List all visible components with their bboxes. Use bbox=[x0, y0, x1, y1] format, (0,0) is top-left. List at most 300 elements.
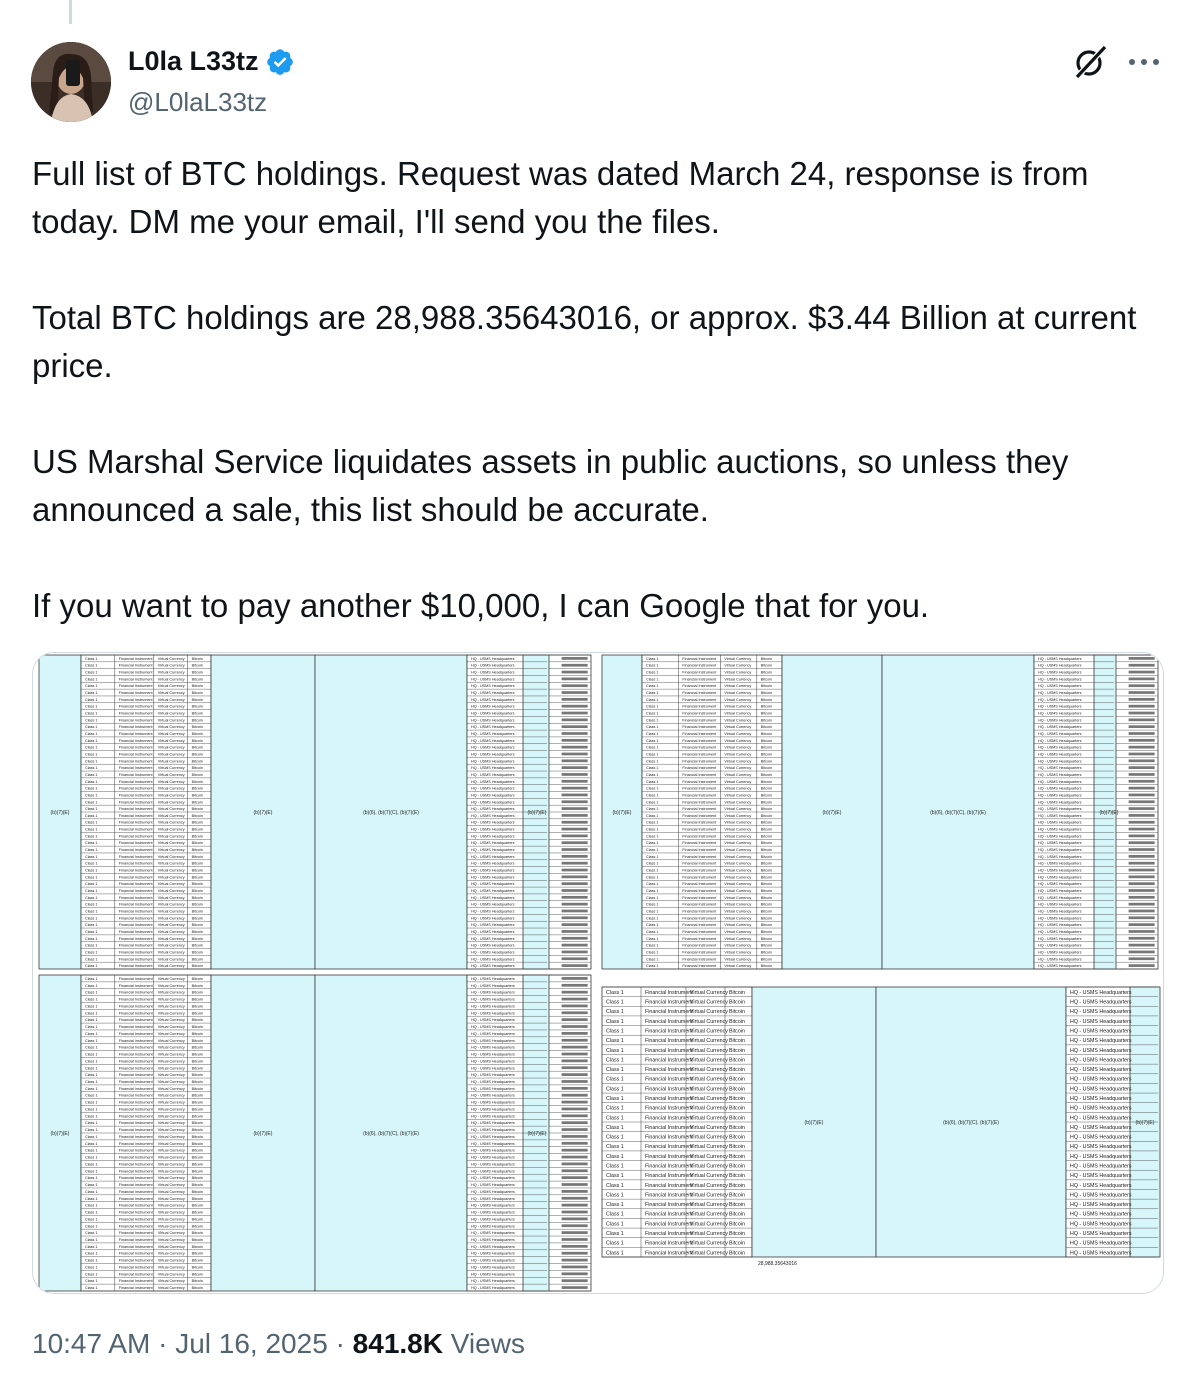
table-cell-text: HQ - USMS Headquarters bbox=[471, 1100, 515, 1105]
table-cell-text: Class 1 bbox=[606, 1105, 624, 1112]
table-cell-text: Financial Instrument bbox=[118, 1059, 153, 1064]
table-cell-text: Virtual Currency bbox=[157, 732, 185, 737]
table-cell-text: Class 1 bbox=[646, 827, 659, 832]
table-cell-text: Financial Instrument bbox=[118, 1162, 153, 1167]
table-cell-text: Financial Instrument bbox=[118, 990, 153, 995]
table-cell-text: Financial Instrument bbox=[682, 677, 717, 682]
table-cell-text: Bitcoin bbox=[760, 759, 773, 764]
table-cell-text: Financial Instrument bbox=[682, 841, 717, 846]
table-cell-text: Class 1 bbox=[606, 999, 624, 1006]
table-cell-text: Financial Instrument bbox=[118, 1224, 153, 1229]
table-cell-text: Financial Instrument bbox=[682, 691, 717, 696]
table-cell-text: Class 1 bbox=[646, 697, 659, 702]
table-cell-text: HQ - USMS Headquarters bbox=[471, 663, 515, 668]
table-cell-text: Class 1 bbox=[646, 834, 659, 839]
table-cell-text: Virtual Currency bbox=[690, 1096, 728, 1103]
table-cell-text: HQ - USMS Headquarters bbox=[471, 718, 515, 723]
table-cell-text: Bitcoin bbox=[729, 1192, 745, 1199]
table-cell-text: Bitcoin bbox=[760, 895, 773, 900]
table-cell-text: Class 1 bbox=[85, 916, 98, 921]
table-cell-text: HQ - USMS Headquarters bbox=[1070, 1134, 1132, 1141]
table-cell-text: Class 1 bbox=[646, 663, 659, 668]
table-cell-text: Financial Instrument bbox=[682, 745, 717, 750]
table-cell-text: Financial Instrument bbox=[118, 997, 153, 1002]
table-cell-text: Virtual Currency bbox=[157, 1155, 185, 1160]
table-cell-text: Financial Instrument bbox=[645, 1153, 693, 1160]
table-cell-text: Bitcoin bbox=[760, 964, 773, 969]
table-cell-text: Bitcoin bbox=[191, 1210, 203, 1215]
table-cell-text: Bitcoin bbox=[191, 964, 203, 969]
table-cell-text: Class 1 bbox=[85, 827, 98, 832]
table-cell-text: HQ - USMS Headquarters bbox=[471, 1169, 515, 1174]
table-cell-text: Class 1 bbox=[85, 882, 98, 887]
table-cell-text: Financial Instrument bbox=[118, 800, 153, 805]
table-cell-text: HQ - USMS Headquarters bbox=[471, 902, 515, 907]
table-cell-text: Financial Instrument bbox=[645, 1202, 693, 1209]
table-cell-text: Bitcoin bbox=[191, 1052, 203, 1057]
table-cell-text: Class 1 bbox=[646, 848, 659, 853]
table-cell-text: Class 1 bbox=[606, 989, 624, 996]
table-cell-text: Financial Instrument bbox=[118, 1217, 153, 1222]
table-cell-text: Class 1 bbox=[606, 1182, 624, 1189]
table-cell-text: Virtual Currency bbox=[157, 1141, 185, 1146]
table-cell-text: Financial Instrument bbox=[645, 1192, 693, 1199]
table-cell-text: Financial Instrument bbox=[118, 976, 153, 981]
table-cell-text: HQ - USMS Headquarters bbox=[1038, 929, 1082, 934]
table-cell-text: Bitcoin bbox=[191, 1272, 203, 1277]
table-cell-text: Virtual Currency bbox=[724, 684, 752, 689]
table-cell-text: HQ - USMS Headquarters bbox=[471, 1031, 515, 1036]
table-cell-text: HQ - USMS Headquarters bbox=[1038, 684, 1082, 689]
table-cell-text: Financial Instrument bbox=[118, 848, 153, 853]
table-cell-text: Class 1 bbox=[85, 1279, 98, 1284]
table-cell-text: Virtual Currency bbox=[690, 1115, 728, 1122]
table-cell-text: Bitcoin bbox=[760, 752, 773, 757]
table-cell-text: Virtual Currency bbox=[157, 1162, 185, 1167]
media-image-4[interactable] bbox=[600, 973, 1163, 1293]
table-cell-text: Class 1 bbox=[85, 711, 98, 716]
table-cell-text: HQ - USMS Headquarters bbox=[1038, 841, 1082, 846]
table-cell-text: (b)(7)(E) bbox=[527, 1131, 547, 1137]
table-cell-text: Financial Instrument bbox=[118, 1045, 153, 1050]
table-cell-text: Financial Instrument bbox=[118, 1210, 153, 1215]
table-cell-text: Bitcoin bbox=[729, 1115, 745, 1122]
table-cell-text: Class 1 bbox=[85, 691, 98, 696]
table-cell-text: Class 1 bbox=[646, 752, 659, 757]
table-cell-text: Class 1 bbox=[646, 895, 659, 900]
table-cell-text: Bitcoin bbox=[191, 670, 203, 675]
thread-connector-line bbox=[69, 0, 72, 24]
table-cell-text: Bitcoin bbox=[191, 1031, 203, 1036]
media-image-2[interactable] bbox=[600, 653, 1163, 971]
table-cell-text: Financial Instrument bbox=[645, 1105, 693, 1112]
table-cell-text: HQ - USMS Headquarters bbox=[471, 1134, 515, 1139]
table-cell-text: Financial Instrument bbox=[118, 759, 153, 764]
table-cell-text: Financial Instrument bbox=[118, 1196, 153, 1201]
table-cell-text: Financial Instrument bbox=[118, 875, 153, 880]
table-cell-text: HQ - USMS Headquarters bbox=[471, 957, 515, 962]
table-cell-text: Virtual Currency bbox=[724, 820, 752, 825]
table-cell-text: Virtual Currency bbox=[690, 1163, 728, 1170]
table-cell-text: Bitcoin bbox=[760, 916, 773, 921]
table-cell-text: Class 1 bbox=[85, 793, 98, 798]
table-cell-text: Virtual Currency bbox=[157, 854, 185, 859]
table-cell-text: Bitcoin bbox=[191, 854, 203, 859]
table-cell-text: Bitcoin bbox=[729, 1182, 745, 1189]
table-cell-text: Class 1 bbox=[606, 1124, 624, 1131]
table-cell-text: Virtual Currency bbox=[157, 990, 185, 995]
table-cell-text: Class 1 bbox=[646, 964, 659, 969]
table-cell-text: Bitcoin bbox=[191, 861, 203, 866]
table-cell-text: Class 1 bbox=[85, 1176, 98, 1181]
table-cell-text: Bitcoin bbox=[729, 1018, 745, 1025]
table-cell-text: HQ - USMS Headquarters bbox=[471, 1183, 515, 1188]
table-cell-text: Bitcoin bbox=[760, 711, 773, 716]
table-cell-text: Class 1 bbox=[85, 718, 98, 723]
table-cell-text: Bitcoin bbox=[191, 691, 203, 696]
table-cell-text: HQ - USMS Headquarters bbox=[471, 1210, 515, 1215]
table-cell-text: Bitcoin bbox=[191, 684, 203, 689]
table-cell-text: Virtual Currency bbox=[157, 1189, 185, 1194]
table-cell-text: HQ - USMS Headquarters bbox=[1038, 793, 1082, 798]
table-cell-text: Virtual Currency bbox=[690, 1211, 728, 1218]
table-cell-text: (b)(7)(E) bbox=[50, 1131, 70, 1137]
table-cell-text: Class 1 bbox=[85, 663, 98, 668]
table-cell-text: Virtual Currency bbox=[157, 1265, 185, 1270]
table-cell-text: Class 1 bbox=[646, 779, 659, 784]
table-cell-text: Virtual Currency bbox=[157, 895, 185, 900]
table-cell-text: Class 1 bbox=[85, 964, 98, 969]
table-cell-text: HQ - USMS Headquarters bbox=[471, 1011, 515, 1016]
tweet-time[interactable]: 10:47 AM bbox=[32, 1328, 151, 1359]
table-cell-text: Financial Instrument bbox=[682, 957, 717, 962]
table-cell-text: Class 1 bbox=[85, 875, 98, 880]
table-cell-text: Class 1 bbox=[85, 1031, 98, 1036]
author-display-name[interactable]: L0la L33tz bbox=[128, 46, 259, 76]
table-cell-text: Class 1 bbox=[646, 691, 659, 696]
table-cell-text: Class 1 bbox=[646, 923, 659, 928]
table-cell-text: HQ - USMS Headquarters bbox=[1070, 1173, 1132, 1180]
table-cell-text: Class 1 bbox=[85, 957, 98, 962]
table-cell-text: Virtual Currency bbox=[690, 1047, 728, 1054]
table-cell-text: Bitcoin bbox=[191, 936, 203, 941]
table-cell-text: Virtual Currency bbox=[157, 1079, 185, 1084]
table-cell-text: HQ - USMS Headquarters bbox=[1070, 1009, 1132, 1016]
table-cell-text: Bitcoin bbox=[191, 1121, 203, 1126]
table-cell-text: Class 1 bbox=[606, 1067, 624, 1074]
table-cell-text: Bitcoin bbox=[191, 950, 203, 955]
table-cell-text: Financial Instrument bbox=[118, 684, 153, 689]
table-cell-text: HQ - USMS Headquarters bbox=[1038, 868, 1082, 873]
table-cell-text: Financial Instrument bbox=[118, 1100, 153, 1105]
table-cell-text: HQ - USMS Headquarters bbox=[471, 1004, 515, 1009]
table-cell-text: HQ - USMS Headquarters bbox=[471, 990, 515, 995]
table-cell-text: HQ - USMS Headquarters bbox=[471, 895, 515, 900]
table-cell-text: Bitcoin bbox=[760, 670, 773, 675]
table-cell-text: Class 1 bbox=[606, 1018, 624, 1025]
table-cell-text: Financial Instrument bbox=[682, 725, 717, 730]
table-cell-text: Bitcoin bbox=[760, 779, 773, 784]
table-cell-text: HQ - USMS Headquarters bbox=[471, 1018, 515, 1023]
table-cell-text: HQ - USMS Headquarters bbox=[1038, 691, 1082, 696]
table-cell-text: Class 1 bbox=[85, 656, 98, 661]
table-cell-text: Virtual Currency bbox=[157, 725, 185, 730]
table-cell-text: Virtual Currency bbox=[724, 909, 752, 914]
table-cell-text: Class 1 bbox=[85, 786, 98, 791]
table-cell-text: Virtual Currency bbox=[724, 854, 752, 859]
table-cell-text: Class 1 bbox=[646, 875, 659, 880]
table-cell-text: Virtual Currency bbox=[157, 684, 185, 689]
table-cell-text: Class 1 bbox=[85, 943, 98, 948]
table-cell-text: Virtual Currency bbox=[157, 793, 185, 798]
table-cell-text: HQ - USMS Headquarters bbox=[1070, 1028, 1132, 1035]
table-cell-text: Bitcoin bbox=[191, 848, 203, 853]
table-cell-text: Bitcoin bbox=[760, 909, 773, 914]
table-cell-text: Class 1 bbox=[646, 786, 659, 791]
table-cell-text: Bitcoin bbox=[191, 725, 203, 730]
table-cell-text: Virtual Currency bbox=[690, 1144, 728, 1151]
media-image-1[interactable] bbox=[33, 653, 598, 971]
table-cell-text: Financial Instrument bbox=[682, 772, 717, 777]
table-cell-text: Class 1 bbox=[85, 1286, 98, 1291]
table-cell-text: Bitcoin bbox=[191, 895, 203, 900]
table-cell-text: Class 1 bbox=[606, 1192, 624, 1199]
table-cell-text: Financial Instrument bbox=[645, 1086, 693, 1093]
table-cell-text: Class 1 bbox=[85, 820, 98, 825]
table-cell-text: HQ - USMS Headquarters bbox=[471, 1244, 515, 1249]
table-cell-text: Bitcoin bbox=[760, 861, 773, 866]
table-cell-text: Bitcoin bbox=[191, 820, 203, 825]
table-cell-text: Class 1 bbox=[646, 704, 659, 709]
table-cell-text: Virtual Currency bbox=[724, 834, 752, 839]
tweet-paragraph: Full list of BTC holdings. Request was dated March 24, response is from today. DM me your email, I'll send you the files. bbox=[32, 155, 1098, 240]
table-cell-text: HQ - USMS Headquarters bbox=[1038, 943, 1082, 948]
table-cell-text: Financial Instrument bbox=[118, 1134, 153, 1139]
table-cell-text: HQ - USMS Headquarters bbox=[1070, 1163, 1132, 1170]
table-cell-text: Virtual Currency bbox=[724, 813, 752, 818]
table-cell-text: Financial Instrument bbox=[118, 1052, 153, 1057]
table-cell-text: Financial Instrument bbox=[118, 1265, 153, 1270]
table-cell-text: HQ - USMS Headquarters bbox=[471, 841, 515, 846]
table-cell-text: Class 1 bbox=[85, 1114, 98, 1119]
table-cell-text: Bitcoin bbox=[191, 1093, 203, 1098]
table-cell-text: HQ - USMS Headquarters bbox=[471, 868, 515, 873]
tweet-date[interactable]: Jul 16, 2025 bbox=[175, 1328, 328, 1359]
table-cell-text: Class 1 bbox=[85, 1073, 98, 1078]
table-cell-text: Financial Instrument bbox=[682, 718, 717, 723]
table-cell-text: Class 1 bbox=[85, 841, 98, 846]
table-cell-text: Virtual Currency bbox=[157, 929, 185, 934]
table-cell-text: Class 1 bbox=[646, 656, 659, 661]
table-cell-text: Financial Instrument bbox=[118, 1086, 153, 1091]
table-cell-text: Virtual Currency bbox=[157, 1100, 185, 1105]
table-cell-text: Bitcoin bbox=[191, 929, 203, 934]
table-cell-text: HQ - USMS Headquarters bbox=[1070, 1221, 1132, 1228]
table-cell-text: Virtual Currency bbox=[724, 929, 752, 934]
table-cell-text: HQ - USMS Headquarters bbox=[1070, 1240, 1132, 1247]
table-cell-text: Financial Instrument bbox=[682, 711, 717, 716]
table-cell-text: Financial Instrument bbox=[682, 813, 717, 818]
table-cell-text: HQ - USMS Headquarters bbox=[1038, 848, 1082, 853]
table-cell-text: Financial Instrument bbox=[118, 1121, 153, 1126]
table-cell-text: HQ - USMS Headquarters bbox=[471, 936, 515, 941]
table-cell-text: Financial Instrument bbox=[118, 889, 153, 894]
table-cell-text: HQ - USMS Headquarters bbox=[471, 1066, 515, 1071]
table-cell-text: Class 1 bbox=[606, 1076, 624, 1083]
table-cell-text: Class 1 bbox=[646, 902, 659, 907]
more-icon[interactable] bbox=[1124, 50, 1164, 74]
table-cell-text: Class 1 bbox=[85, 779, 98, 784]
table-cell-text: Class 1 bbox=[85, 670, 98, 675]
table-cell-text: Virtual Currency bbox=[690, 1009, 728, 1016]
table-cell-text: Bitcoin bbox=[760, 841, 773, 846]
table-cell-text: Financial Instrument bbox=[118, 807, 153, 812]
table-cell-text: Bitcoin bbox=[191, 1086, 203, 1091]
table-cell-text: Virtual Currency bbox=[724, 841, 752, 846]
table-cell-text: Financial Instrument bbox=[682, 807, 717, 812]
table-cell-text: Bitcoin bbox=[191, 807, 203, 812]
table-cell-text: Virtual Currency bbox=[724, 670, 752, 675]
table-cell-text: Virtual Currency bbox=[690, 1240, 728, 1247]
table-cell-text: Class 1 bbox=[606, 1211, 624, 1218]
table-cell-text: Bitcoin bbox=[760, 656, 773, 661]
table-cell-text: HQ - USMS Headquarters bbox=[1070, 1096, 1132, 1103]
table-cell-text: Class 1 bbox=[85, 1004, 98, 1009]
table-cell-text: Financial Instrument bbox=[682, 656, 717, 661]
table-cell-text: HQ - USMS Headquarters bbox=[471, 759, 515, 764]
table-cell-text: Virtual Currency bbox=[724, 957, 752, 962]
table-cell-text: Virtual Currency bbox=[157, 827, 185, 832]
table-cell-text: Virtual Currency bbox=[157, 1038, 185, 1043]
table-cell-text: HQ - USMS Headquarters bbox=[471, 827, 515, 832]
table-cell-text: HQ - USMS Headquarters bbox=[471, 997, 515, 1002]
table-cell-text: HQ - USMS Headquarters bbox=[471, 793, 515, 798]
table-cell-text: HQ - USMS Headquarters bbox=[471, 691, 515, 696]
table-cell-text: Bitcoin bbox=[729, 1105, 745, 1112]
avatar[interactable] bbox=[31, 42, 111, 122]
author-handle[interactable]: @L0laL33tz bbox=[128, 87, 268, 117]
table-cell-text: Class 1 bbox=[85, 895, 98, 900]
table-cell-text: HQ - USMS Headquarters bbox=[471, 1189, 515, 1194]
table-cell-text: Class 1 bbox=[85, 1066, 98, 1071]
table-cell-text: Financial Instrument bbox=[118, 711, 153, 716]
table-cell-text: Financial Instrument bbox=[682, 820, 717, 825]
author-name-row[interactable] bbox=[128, 46, 295, 77]
table-cell-text: Financial Instrument bbox=[645, 1173, 693, 1180]
table-cell-text: Bitcoin bbox=[729, 1163, 745, 1170]
table-cell-text: Financial Instrument bbox=[118, 1038, 153, 1043]
table-cell-text: HQ - USMS Headquarters bbox=[1038, 786, 1082, 791]
table-cell-text: Virtual Currency bbox=[724, 732, 752, 737]
table-cell-text: HQ - USMS Headquarters bbox=[1070, 999, 1132, 1006]
table-cell-text: Virtual Currency bbox=[724, 711, 752, 716]
table-cell-text: Class 1 bbox=[85, 772, 98, 777]
table-cell-text: HQ - USMS Headquarters bbox=[471, 1052, 515, 1057]
table-cell-text: Class 1 bbox=[85, 1251, 98, 1256]
table-cell-text: Financial Instrument bbox=[682, 943, 717, 948]
table-cell-text: Class 1 bbox=[646, 957, 659, 962]
table-cell-text: Bitcoin bbox=[760, 718, 773, 723]
table-cell-text: HQ - USMS Headquarters bbox=[471, 1196, 515, 1201]
table-cell-text: Class 1 bbox=[85, 813, 98, 818]
table-cell-text: Bitcoin bbox=[191, 1038, 203, 1043]
table-cell-text: Bitcoin bbox=[191, 1237, 203, 1242]
table-cell-text: HQ - USMS Headquarters bbox=[471, 732, 515, 737]
table-cell-text: HQ - USMS Headquarters bbox=[1038, 670, 1082, 675]
table-cell-text: Bitcoin bbox=[191, 1073, 203, 1078]
table-cell-text: Financial Instrument bbox=[118, 820, 153, 825]
table-cell-text: Financial Instrument bbox=[682, 929, 717, 934]
table-cell-text: Virtual Currency bbox=[690, 1153, 728, 1160]
table-cell-text: Class 1 bbox=[646, 738, 659, 743]
table-cell-text: Virtual Currency bbox=[724, 738, 752, 743]
grok-icon[interactable] bbox=[1072, 44, 1108, 80]
table-cell-text: Bitcoin bbox=[760, 950, 773, 955]
table-cell-text: Financial Instrument bbox=[682, 766, 717, 771]
table-cell-text: Class 1 bbox=[85, 759, 98, 764]
table-cell-text: Financial Instrument bbox=[682, 936, 717, 941]
table-cell-text: HQ - USMS Headquarters bbox=[471, 1093, 515, 1098]
verified-badge-icon[interactable] bbox=[265, 47, 295, 77]
table-cell-text: Financial Instrument bbox=[645, 1018, 693, 1025]
table-cell-text: Virtual Currency bbox=[157, 1148, 185, 1153]
table-cell-text: Class 1 bbox=[85, 983, 98, 988]
table-cell-text: Class 1 bbox=[85, 745, 98, 750]
table-cell-text: Virtual Currency bbox=[157, 983, 185, 988]
table-cell-text: Financial Instrument bbox=[682, 732, 717, 737]
table-cell-text: Class 1 bbox=[85, 752, 98, 757]
table-cell-text: HQ - USMS Headquarters bbox=[471, 656, 515, 661]
table-cell-text: HQ - USMS Headquarters bbox=[471, 1279, 515, 1284]
table-cell-text: Virtual Currency bbox=[157, 807, 185, 812]
table-cell-text: Virtual Currency bbox=[157, 1183, 185, 1188]
table-cell-text: Virtual Currency bbox=[157, 1128, 185, 1133]
table-cell-text: Virtual Currency bbox=[724, 656, 752, 661]
table-cell-text: Virtual Currency bbox=[157, 1272, 185, 1277]
table-cell-text: Class 1 bbox=[85, 800, 98, 805]
table-cell-text: Virtual Currency bbox=[724, 697, 752, 702]
table-cell-text: Virtual Currency bbox=[724, 827, 752, 832]
table-cell-text: Financial Instrument bbox=[118, 1203, 153, 1208]
table-cell-text: Virtual Currency bbox=[690, 1250, 728, 1257]
table-cell-text: HQ - USMS Headquarters bbox=[1038, 711, 1082, 716]
table-cell-text: HQ - USMS Headquarters bbox=[471, 1272, 515, 1277]
table-cell-text: Virtual Currency bbox=[157, 772, 185, 777]
table-cell-text: Virtual Currency bbox=[157, 909, 185, 914]
table-total-text: 28,988.35643016 bbox=[758, 1261, 797, 1267]
table-cell-text: Virtual Currency bbox=[157, 711, 185, 716]
table-cell-text: Class 1 bbox=[85, 1107, 98, 1112]
table-cell-text: Bitcoin bbox=[729, 1009, 745, 1016]
table-cell-text: Virtual Currency bbox=[724, 943, 752, 948]
table-cell-text: Virtual Currency bbox=[157, 1093, 185, 1098]
tweet-text bbox=[32, 150, 1162, 630]
table-cell-text: Bitcoin bbox=[729, 1240, 745, 1247]
table-cell-text: Class 1 bbox=[606, 1057, 624, 1064]
table-cell-text: Class 1 bbox=[85, 1038, 98, 1043]
table-cell-text: Financial Instrument bbox=[645, 1028, 693, 1035]
table-cell-text: Class 1 bbox=[85, 834, 98, 839]
table-cell-text: Virtual Currency bbox=[690, 1105, 728, 1112]
table-cell-text: Financial Instrument bbox=[118, 1279, 153, 1284]
table-cell-text: HQ - USMS Headquarters bbox=[1038, 895, 1082, 900]
table-cell-text: HQ - USMS Headquarters bbox=[471, 779, 515, 784]
media-image-3[interactable] bbox=[33, 973, 598, 1293]
table-cell-text: HQ - USMS Headquarters bbox=[1070, 1211, 1132, 1218]
table-cell-text: Financial Instrument bbox=[682, 848, 717, 853]
table-cell-text: Bitcoin bbox=[760, 745, 773, 750]
table-cell-text: HQ - USMS Headquarters bbox=[471, 1155, 515, 1160]
